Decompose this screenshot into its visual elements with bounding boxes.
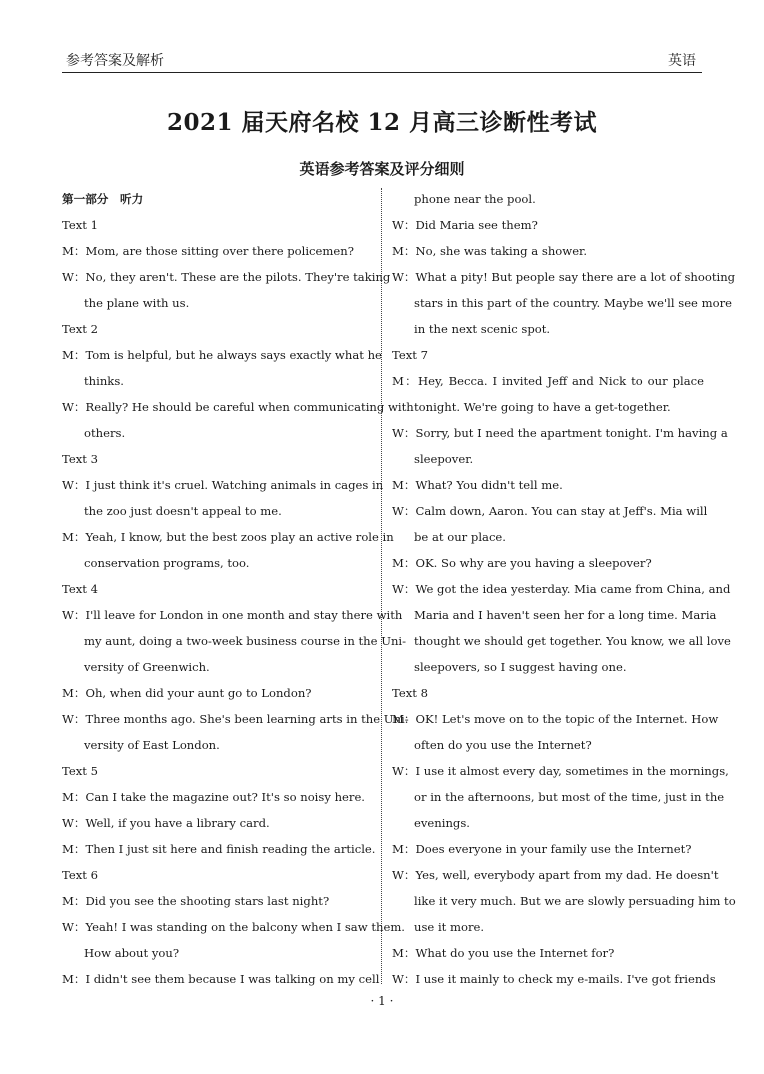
transcript-line: W：I use it almost every day, sometimes in the mornings, (392, 764, 729, 778)
page-subtitle: 英语参考答案及评分细则 (299, 160, 465, 178)
header-rule (62, 72, 702, 73)
transcript-line: evenings. (414, 816, 470, 830)
transcript-line: W：Really? He should be careful when communicating with (62, 400, 414, 414)
transcript-line: phone near the pool. (414, 192, 536, 206)
transcript-line: W：Yes, well, everybody apart from my dad. He doesn't (392, 868, 719, 882)
header-left: 参考答案及解析 (66, 53, 164, 69)
transcript-line: sleepovers, so I suggest having one. (414, 660, 627, 674)
transcript-line: W：Calm down, Aaron. You can stay at Jeff's. Mia will (392, 504, 708, 518)
transcript-line: be at our place. (414, 530, 506, 544)
transcript-line: stars in this part of the country. Maybe we'll see more (414, 296, 732, 310)
transcript-line: M：I didn't see them because I was talking on my cell (62, 972, 380, 986)
transcript-line: W：Well, if you have a library card. (62, 816, 270, 830)
transcript-line: W：Yeah! I was standing on the balcony when I saw them. (62, 920, 405, 934)
transcript-line: like it very much. But we are slowly persuading him to (414, 894, 736, 908)
text-label: Text 5 (62, 764, 98, 778)
transcript-line: W：I use it mainly to check my e-mails. I've got friends (392, 972, 716, 986)
transcript-line: sleepover. (414, 452, 474, 466)
transcript-line: thinks. (84, 374, 124, 388)
page-title: 2021 届天府名校 12 月高三诊断性考试 (166, 109, 598, 136)
transcript-line: M：Then I just sit here and finish reading the article. (62, 842, 376, 856)
transcript-line: M：Oh, when did your aunt go to London? (62, 686, 312, 700)
transcript-line: or in the afternoons, but most of the time, just in the (414, 790, 725, 804)
transcript-line: use it more. (414, 920, 485, 934)
transcript-line: Maria and I haven't seen her for a long time. Maria (414, 608, 717, 622)
transcript-line: M：Did you see the shooting stars last night? (62, 894, 330, 908)
transcript-line: W：Three months ago. She's been learning arts in the Uni- (62, 712, 409, 726)
transcript-line: thought we should get together. You know, we all love (414, 634, 731, 648)
section-heading: 第一部分 听力 (62, 192, 144, 206)
page-number: · 1 · (370, 994, 394, 1008)
right-column (392, 186, 736, 992)
transcript-line: often do you use the Internet? (414, 738, 592, 752)
transcript-line: M：Hey, Becca. I invited Jeff and Nick to our place (392, 374, 704, 388)
transcript-line: W：Sorry, but I need the apartment tonight. I'm having a (392, 426, 728, 440)
transcript-line: M：OK. So why are you having a sleepover? (392, 556, 652, 570)
text-label: Text 4 (62, 582, 98, 596)
transcript-line: M：Mom, are those sitting over there policemen? (62, 244, 354, 258)
transcript-line: M：No, she was taking a shower. (392, 244, 588, 258)
transcript-line: W：I just think it's cruel. Watching animals in cages in (62, 478, 384, 492)
transcript-line: M：Yeah, I know, but the best zoos play an active role in (62, 530, 394, 544)
text-label: Text 6 (62, 868, 98, 882)
header-right: 英语 (668, 53, 696, 69)
text-label: Text 2 (62, 322, 98, 336)
transcript-line: my aunt, doing a two-week business course in the Uni- (84, 634, 407, 648)
transcript-line: M：Does everyone in your family use the Internet? (392, 842, 692, 856)
transcript-line: W：We got the idea yesterday. Mia came from China, and (392, 582, 731, 596)
transcript-line: tonight. We're going to have a get-together. (414, 400, 671, 414)
transcript-line: the zoo just doesn't appeal to me. (84, 504, 282, 518)
text-label: Text 3 (62, 452, 98, 466)
transcript-line: M：OK! Let's move on to the topic of the Internet. How (392, 712, 719, 726)
text-label: Text 1 (62, 218, 98, 232)
transcript-line: How about you? (84, 946, 180, 960)
transcript-line: versity of Greenwich. (84, 660, 210, 674)
transcript-line: M：What? You didn't tell me. (392, 478, 563, 492)
text-label: Text 8 (392, 686, 428, 700)
transcript-line: the plane with us. (84, 296, 190, 310)
transcript-line: others. (84, 426, 126, 440)
transcript-line: M：What do you use the Internet for? (392, 946, 615, 960)
transcript-line: M：Can I take the magazine out? It's so noisy here. (62, 790, 365, 804)
transcript-line: W：Did Maria see them? (392, 218, 538, 232)
transcript-line: M：Tom is helpful, but he always says exactly what he (62, 348, 382, 362)
transcript-line: versity of East London. (84, 738, 220, 752)
text-label: Text 7 (392, 348, 428, 362)
transcript-line: W：No, they aren't. These are the pilots. They're taking (62, 270, 391, 284)
transcript-line: in the next scenic spot. (414, 322, 551, 336)
transcript-line: conservation programs, too. (84, 556, 250, 570)
transcript-line: W：I'll leave for London in one month and stay there with (62, 608, 403, 622)
column-divider (381, 188, 382, 984)
transcript-line: W：What a pity! But people say there are a lot of shooting (392, 270, 736, 284)
